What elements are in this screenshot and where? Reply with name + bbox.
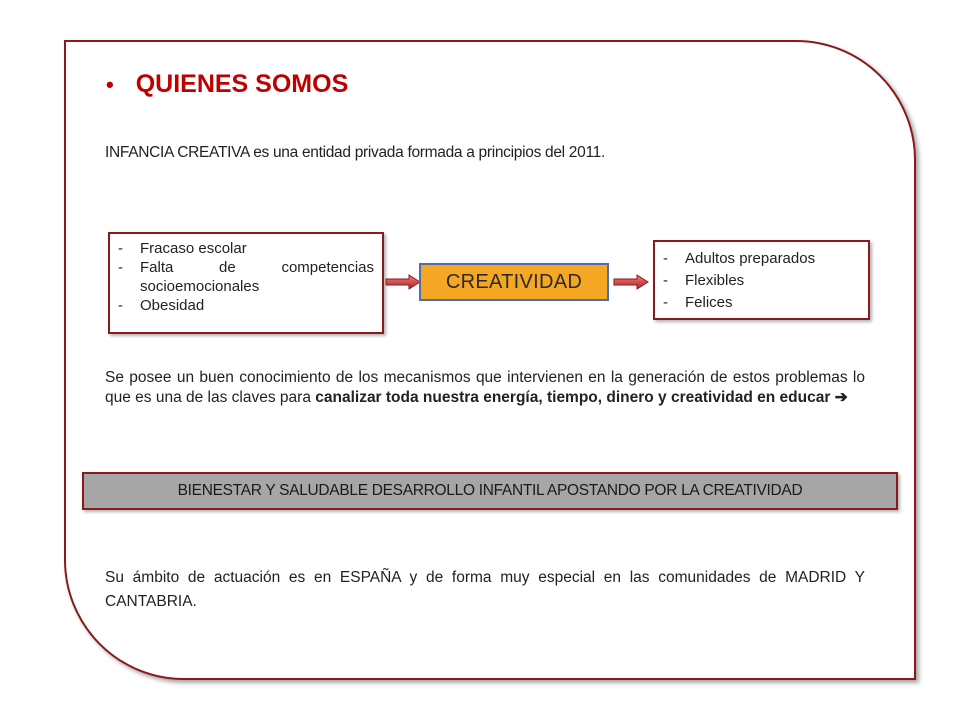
list-item xyxy=(663,248,860,270)
creatividad-label: CREATIVIDAD xyxy=(419,263,609,301)
list-dash: - xyxy=(663,250,668,267)
scope-paragraph: Su ámbito de actuación es en ESPAÑA y de forma muy especial en las comunidades de MADRID Y CANTABRIA. xyxy=(105,569,865,610)
list-item xyxy=(663,292,860,314)
mission-paragraph xyxy=(105,368,865,408)
arrow-right-icon xyxy=(613,274,649,290)
list-item xyxy=(118,258,374,296)
title-bullet: • xyxy=(106,71,114,97)
title-text: QUIENES SOMOS xyxy=(135,70,349,98)
paragraph-text: Se posee un buen conocimiento de los mecanismos que intervienen en la generación de estos problemas lo que es una de las claves para xyxy=(105,369,865,406)
arrow-right-icon xyxy=(385,274,421,290)
list-item xyxy=(118,296,374,315)
list-dash: - xyxy=(118,259,123,276)
list-dash: - xyxy=(663,294,668,311)
list-item-text: Falta de competencias socioemocionales xyxy=(140,259,374,295)
list-item-text: Felices xyxy=(685,294,733,311)
paragraph-bold-text: canalizar toda nuestra energía, tiempo, dinero y creatividad en educar xyxy=(315,389,831,406)
list-item-text: Obesidad xyxy=(140,297,205,314)
list-item-text: Flexibles xyxy=(685,272,745,289)
list-item-text: Adultos preparados xyxy=(685,250,816,267)
list-dash: - xyxy=(118,297,123,314)
list-dash: - xyxy=(118,240,123,257)
slide-title xyxy=(106,70,348,99)
list-item-text: Fracaso escolar xyxy=(140,240,247,257)
list-item xyxy=(118,239,374,258)
mission-banner: BIENESTAR Y SALUDABLE DESARROLLO INFANTIL APOSTANDO POR LA CREATIVIDAD xyxy=(82,472,898,510)
problems-box xyxy=(108,232,384,334)
outcomes-box xyxy=(653,240,870,320)
list-item xyxy=(663,270,860,292)
list-dash: - xyxy=(663,272,668,289)
intro-text: INFANCIA CREATIVA es una entidad privada formada a principios del 2011. xyxy=(105,144,605,161)
arrow-right-icon: ➔ xyxy=(834,389,848,406)
